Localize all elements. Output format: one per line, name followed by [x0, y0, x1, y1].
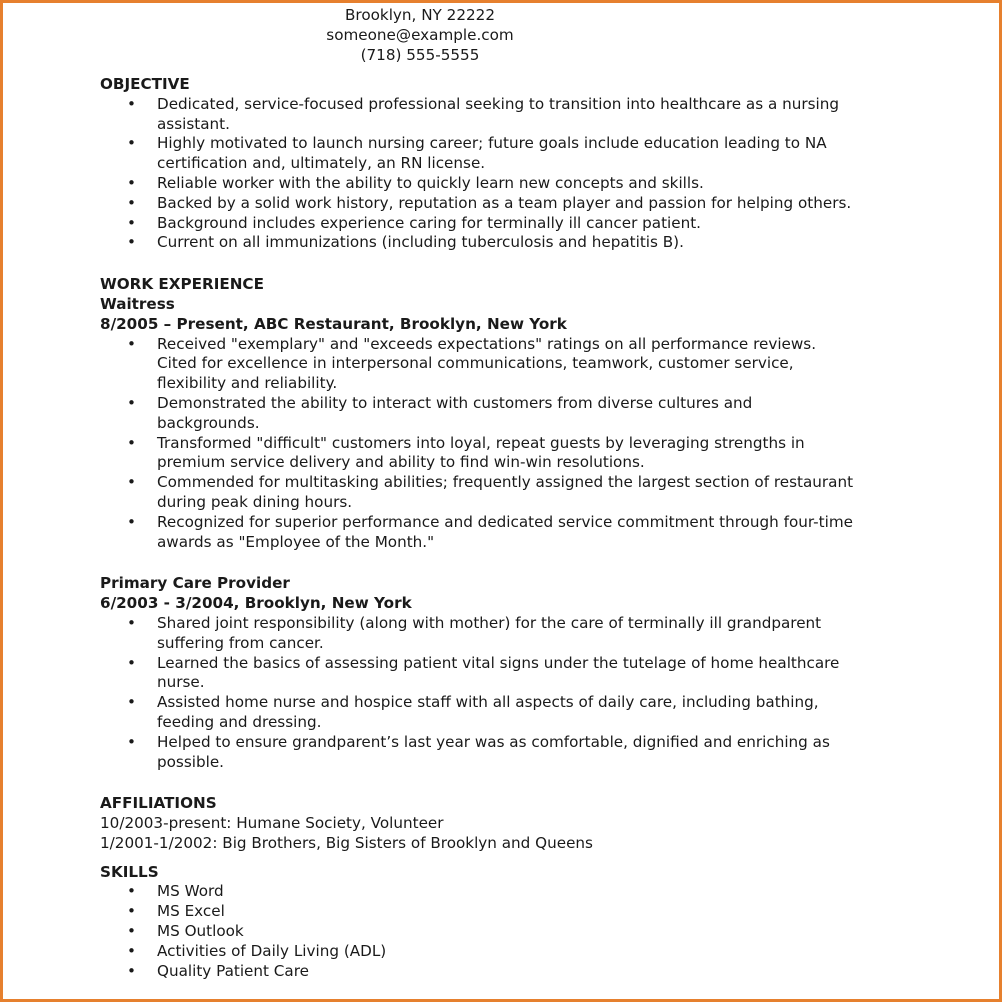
list-item-text: Background includes experience caring for terminally ill cancer patient. [157, 213, 702, 232]
list-item [100, 233, 920, 253]
work-experience-heading: WORK EXPERIENCE [100, 275, 264, 294]
contact-email: someone@example.com [326, 26, 514, 44]
bullet-icon: • [127, 233, 136, 252]
job-dates-care-provider: 6/2003 - 3/2004, Brooklyn, New York [100, 594, 412, 613]
list-item-text: Quality Patient Care [157, 961, 309, 980]
list-item-text: assistant. [157, 114, 230, 133]
list-item-text: Received "exemplary" and "exceeds expectations" ratings on all performance reviews. [157, 334, 817, 353]
bullet-icon: • [127, 653, 136, 672]
list-item-text: backgrounds. [157, 413, 260, 432]
list-item [100, 174, 920, 194]
contact-block [10, 6, 830, 66]
list-item-text: Backed by a solid work history, reputation as a team player and passion for helping others. [157, 193, 852, 212]
list-item [100, 473, 920, 513]
list-item-text: Commended for multitasking abilities; frequently assigned the largest section of restaurant [157, 473, 854, 492]
bullet-icon: • [127, 393, 136, 412]
list-item [100, 902, 920, 922]
skills-heading: SKILLS [100, 862, 159, 881]
bullet-icon: • [127, 922, 136, 941]
job-title-waitress: Waitress [100, 294, 175, 313]
list-item-text: MS Word [157, 882, 224, 901]
list-item [100, 214, 920, 234]
job-dates-waitress: 8/2005 – Present, ABC Restaurant, Brooklyn, New York [100, 314, 567, 333]
list-item [100, 194, 920, 214]
objective-list [100, 95, 920, 253]
job-list-waitress [100, 335, 920, 553]
skills-list [100, 882, 920, 981]
bullet-icon: • [127, 693, 136, 712]
list-item [100, 335, 920, 394]
list-item [100, 614, 920, 654]
list-item-text: awards as "Employee of the Month." [157, 532, 435, 551]
bullet-icon: • [127, 433, 136, 452]
list-item-text: Current on all immunizations (including tuberculosis and hepatitis B). [157, 233, 684, 252]
list-item-text: during peak dining hours. [157, 492, 353, 511]
list-item-text: MS Excel [157, 902, 225, 921]
contact-address: Brooklyn, NY 22222 [345, 6, 495, 24]
list-item-text: MS Outlook [157, 922, 244, 941]
objective-heading: OBJECTIVE [100, 75, 190, 93]
list-item-text: nurse. [157, 673, 205, 692]
list-item-text: Helped to ensure grandparent’s last year was as comfortable, dignified and enriching as [157, 732, 830, 751]
list-item [100, 693, 920, 733]
list-item [100, 134, 920, 174]
bullet-icon: • [127, 512, 136, 531]
list-item-text: suffering from cancer. [157, 633, 324, 652]
bullet-icon: • [127, 173, 136, 192]
list-item [100, 394, 920, 434]
job-title-care-provider: Primary Care Provider [100, 574, 290, 593]
list-item [100, 513, 920, 553]
bullet-icon: • [127, 613, 136, 632]
list-item-text: Cited for excellence in interpersonal communications, teamwork, customer service, [157, 354, 794, 373]
bullet-icon: • [127, 732, 136, 751]
list-item-text: Reliable worker with the ability to quickly learn new concepts and skills. [157, 173, 704, 192]
bullet-icon: • [127, 473, 136, 492]
list-item [100, 434, 920, 474]
bullet-icon: • [127, 213, 136, 232]
list-item-text: Assisted home nurse and hospice staff with all aspects of daily care, including bathing, [157, 693, 819, 712]
list-item [100, 654, 920, 694]
bullet-icon: • [127, 193, 136, 212]
list-item-text: Recognized for superior performance and dedicated service commitment through four-time [157, 512, 853, 531]
list-item [100, 962, 920, 982]
bullet-icon: • [127, 961, 136, 980]
bullet-icon: • [127, 882, 136, 901]
resume-page [100, 6, 920, 981]
list-item-text: Demonstrated the ability to interact with customers from diverse cultures and [157, 393, 753, 412]
bullet-icon: • [127, 334, 136, 353]
bullet-icon: • [127, 134, 136, 153]
job-list-care-provider [100, 614, 920, 772]
affiliation-item: 1/2001-1/2002: Big Brothers, Big Sisters of Brooklyn and Queens [100, 833, 593, 852]
list-item-text: certification and, ultimately, an RN license. [157, 154, 486, 173]
list-item-text: Shared joint responsibility (along with mother) for the care of terminally ill grandparent [157, 613, 822, 632]
list-item-text: Activities of Daily Living (ADL) [157, 941, 387, 960]
list-item-text: possible. [157, 752, 225, 771]
list-item [100, 733, 920, 773]
list-item [100, 942, 920, 962]
list-item [100, 882, 920, 902]
affiliations-heading: AFFILIATIONS [100, 794, 217, 813]
list-item-text: Highly motivated to launch nursing career; future goals include education leading to NA [157, 134, 827, 153]
list-item [100, 922, 920, 942]
bullet-icon: • [127, 941, 136, 960]
list-item-text: Dedicated, service-focused professional seeking to transition into healthcare as a nursing [157, 94, 839, 113]
list-item-text: Transformed "difficult" customers into loyal, repeat guests by leveraging strengths in [157, 433, 805, 452]
bullet-icon: • [127, 902, 136, 921]
bullet-icon: • [127, 94, 136, 113]
affiliation-item: 10/2003-present: Humane Society, Volunteer [100, 814, 444, 833]
list-item-text: feeding and dressing. [157, 712, 322, 731]
list-item-text: flexibility and reliability. [157, 374, 338, 393]
list-item-text: premium service delivery and ability to find win-win resolutions. [157, 453, 645, 472]
list-item [100, 95, 920, 135]
list-item-text: Learned the basics of assessing patient vital signs under the tutelage of home healthcare [157, 653, 840, 672]
contact-phone: (718) 555-5555 [360, 46, 480, 64]
